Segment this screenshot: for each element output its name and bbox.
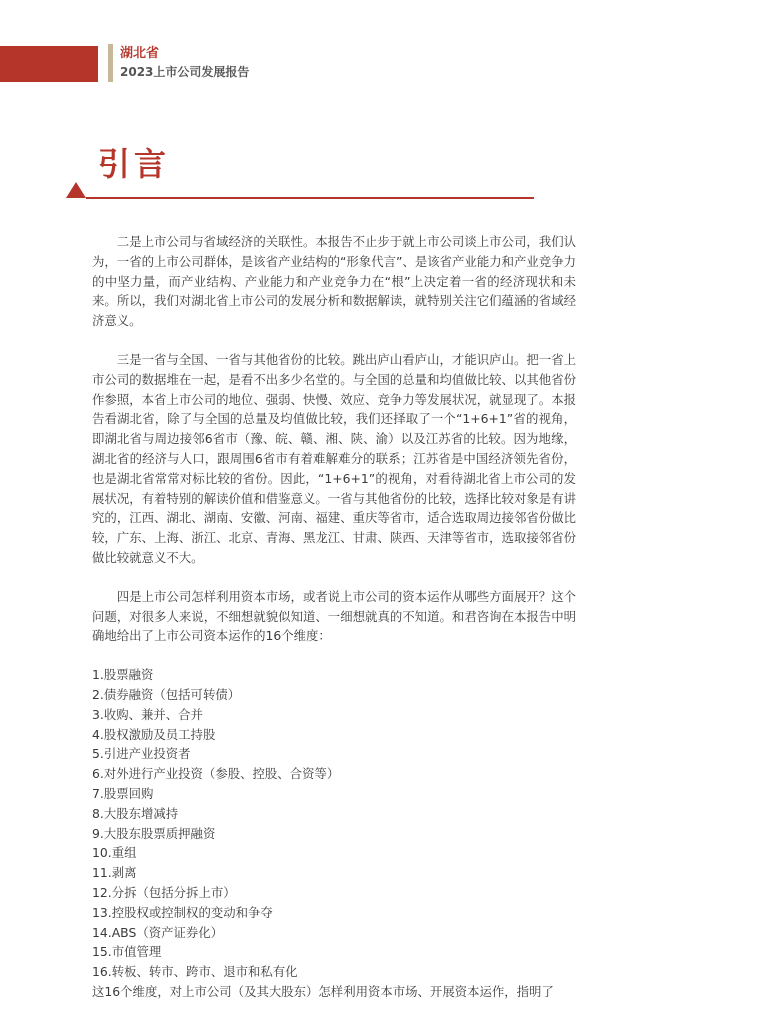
body-content: [92, 232, 576, 1002]
list-item: 5.引进产业投资者: [92, 746, 191, 762]
list-item: 4.股权激励及员工持股: [92, 726, 216, 742]
capital-operation-dimensions-list: [92, 665, 576, 982]
list-item: 7.股票回购: [92, 785, 154, 801]
header-region: 湖北省: [120, 46, 160, 61]
title-underline: [86, 197, 534, 199]
header-divider: [108, 44, 113, 82]
list-item: 6.对外进行产业投资（参股、控股、合资等）: [92, 766, 340, 782]
list-item: 12.分拆（包括分拆上市）: [92, 884, 236, 900]
running-header: [120, 46, 249, 80]
list-item: 8.大股东增减持: [92, 805, 179, 821]
list-item: 9.大股东股票质押融资: [92, 825, 216, 841]
paragraph-3: 三是一省与全国、一省与其他省份的比较。跳出庐山看庐山，才能识庐山。把一省上市公司的数据堆在一起，是看不出多少名堂的。与全国的总量和均值做比较、以其他省份作参照，本省上市公司的地位、强弱、快慢、效应、竞争力等发展状况，就显现了。本报告看湖北省，除了与全国的总量及均值做比较，我们还择取了一个“1+6+1”省的视角，即湖北省与周边接邻6省市（豫、皖、赣、湘、陕、渝）以及江苏省的比较。因为地缘，湖北省的经济与人口，跟周围6省市有着难解难分的联系；江苏省是中国经济领先省份，也是湖北省常常对标比较的省份。因此，“1+6+1”的视角，对看待湖北省上市公司的发展状况，有着特别的解读价值和借鉴意义。一省与其他省份的比较，选择比较对象是有讲究的，江西、湖北、湖南、安徽、河南、福建、重庆等省市，适合选取周边接邻省份做比较，广东、上海、浙江、北京、青海、黑龙江、甘肃、陕西、天津等省市，选取接邻省份做比较就意义不大。: [92, 351, 576, 565]
list-item: 2.债券融资（包括可转债）: [92, 686, 241, 702]
list-item: 15.市值管理: [92, 944, 162, 960]
header-accent-bar: [0, 46, 98, 82]
header-report-title: 2023上市公司发展报告: [120, 65, 250, 79]
list-item: 13.控股权或控制权的变动和争夺: [92, 904, 273, 920]
list-item: 16.转板、转市、跨市、退市和私有化: [92, 964, 298, 980]
paragraph-2: 二是上市公司与省域经济的关联性。本报告不止步于就上市公司谈上市公司，我们认为，一省的上市公司群体，是该省产业结构的“形象代言”、是该省产业能力和产业竞争力的中坚力量，而产业结构、产业能力和产业竞争力在“根”上决定着一省的经济现状和未来。所以，我们对湖北省上市公司的发展分析和数据解读，就特别关注它们蕴涵的省域经济意义。: [92, 234, 576, 329]
list-item: 14.ABS（资产证券化）: [92, 924, 224, 940]
paragraph-4: 四是上市公司怎样利用资本市场，或者说上市公司的资本运作从哪些方面展开？这个问题，对很多人来说，不细想就貌似知道、一细想就真的不知道。和君咨询在本报告中明确地给出了上市公司资本运作的16个维度：: [92, 588, 576, 644]
closing-line: 这16个维度，对上市公司（及其大股东）怎样利用资本市场、开展资本运作，指明了: [92, 983, 554, 999]
list-item: 1.股票融资: [92, 667, 154, 683]
section-title: 引言: [98, 145, 171, 183]
list-item: 10.重组: [92, 845, 137, 861]
title-triangle-marker: [66, 182, 86, 198]
list-item: 3.收购、兼并、合并: [92, 706, 203, 722]
list-item: 11.剥离: [92, 865, 137, 881]
